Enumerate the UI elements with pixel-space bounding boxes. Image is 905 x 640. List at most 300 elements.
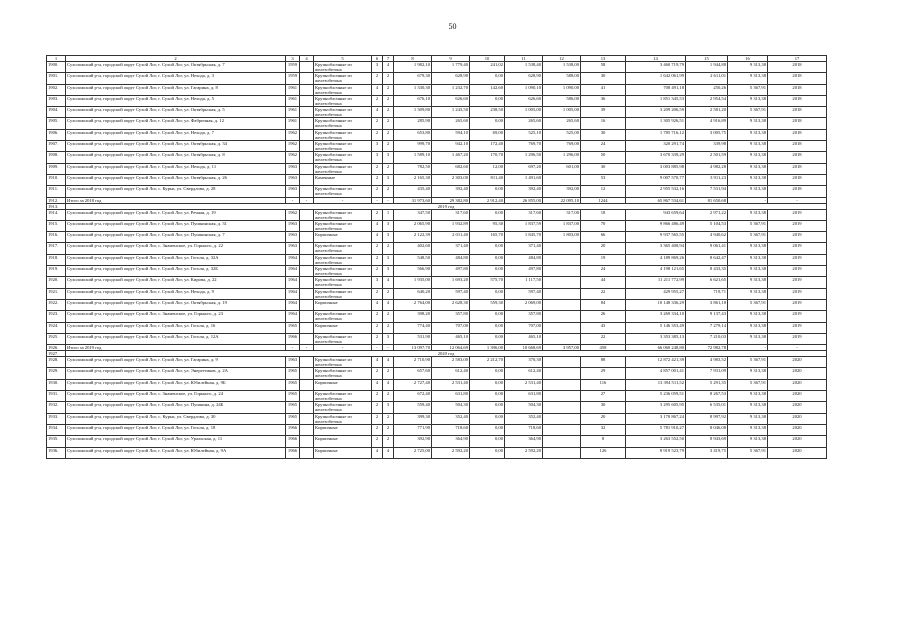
table-row bbox=[47, 322, 827, 333]
row-number: 1917. bbox=[47, 243, 66, 254]
table-cell: 3 bbox=[383, 333, 394, 344]
table-cell: 612,40 bbox=[432, 368, 470, 379]
table-cell: 2019 bbox=[768, 209, 827, 220]
table-cell: 1965 bbox=[286, 413, 300, 424]
table-cell: 32 bbox=[581, 424, 626, 435]
address-cell: Сухоложский р-н, городской округ Сухой Лог, г. Сухой Лог, ул. Юбилейная, д. 9Б bbox=[66, 379, 286, 390]
table-row bbox=[47, 107, 827, 118]
table-cell: 0,00 bbox=[470, 436, 505, 447]
table-cell bbox=[300, 174, 314, 185]
table-cell: 1963 bbox=[286, 174, 300, 185]
table-row bbox=[47, 73, 827, 84]
table-cell: 1964 bbox=[286, 266, 300, 277]
table-cell: 22 095,10 bbox=[543, 197, 581, 203]
table-cell: 9 313,38 bbox=[728, 322, 768, 333]
table-cell: 1 243,50 bbox=[432, 107, 470, 118]
table-cell: 7 531,94 bbox=[686, 186, 728, 197]
table-cell: Кирпичные bbox=[314, 447, 372, 458]
table-cell: - bbox=[300, 197, 314, 203]
table-cell: 601,00 bbox=[543, 163, 581, 174]
table-cell: 1965 bbox=[286, 379, 300, 390]
table-cell: 3 bbox=[383, 402, 394, 413]
table-cell: 942,10 bbox=[432, 141, 470, 152]
column-number: 15 bbox=[686, 56, 728, 62]
table-cell: - bbox=[286, 345, 300, 351]
table-cell: 347,50 bbox=[394, 209, 432, 220]
table-cell: 4 bbox=[383, 62, 394, 73]
row-number: 1901. bbox=[47, 73, 66, 84]
row-number: 1933. bbox=[47, 413, 66, 424]
table-cell: 1 589,10 bbox=[394, 152, 432, 163]
table-cell: 9 313,38 bbox=[728, 141, 768, 152]
table-cell: 628,90 bbox=[432, 73, 470, 84]
column-number: 5 bbox=[314, 56, 372, 62]
table-row bbox=[47, 333, 827, 344]
table-cell: 1961 bbox=[286, 84, 300, 95]
table-cell: 525,00 bbox=[543, 129, 581, 140]
row-number: 1903. bbox=[47, 95, 66, 106]
table-row bbox=[47, 118, 827, 129]
table-row bbox=[47, 95, 827, 106]
table-cell bbox=[543, 368, 581, 379]
row-number: 1908. bbox=[47, 152, 66, 163]
table-cell: - bbox=[286, 197, 300, 203]
table-cell: 2 955 532,16 bbox=[626, 186, 686, 197]
table-cell bbox=[300, 220, 314, 231]
address-cell: Сухоложский р-н, городской округ Сухой Лог, г. Сухой Лог, ул. Уральская, д. 11 bbox=[66, 436, 286, 447]
table-cell: 2 710,90 bbox=[394, 357, 432, 368]
table-cell: 4 198 121,65 bbox=[626, 266, 686, 277]
table-cell: 0,00 bbox=[470, 379, 505, 390]
table-cell bbox=[300, 266, 314, 277]
row-number: 1919. bbox=[47, 266, 66, 277]
table-cell: 2020 bbox=[768, 402, 827, 413]
table-cell: 2 212,70 bbox=[470, 357, 505, 368]
table-cell: 8 997,92 bbox=[686, 413, 728, 424]
table-cell: 811,40 bbox=[470, 174, 505, 185]
table-cell: 5 104,53 bbox=[686, 220, 728, 231]
table-cell: 1 305 926,51 bbox=[626, 118, 686, 129]
year-label: 2019 год bbox=[66, 203, 827, 209]
table-cell: Крупноблочные из железобетона bbox=[314, 357, 372, 368]
table-row bbox=[47, 266, 827, 277]
table-cell: 559,30 bbox=[470, 299, 505, 310]
address-cell: Сухоложский р-н, городской округ Сухой Лог, г. Сухой Лог, ул. Октябрьская, д. 8 bbox=[66, 152, 286, 163]
table-cell: 364,90 bbox=[432, 436, 470, 447]
table-cell: 594,10 bbox=[432, 129, 470, 140]
table-cell bbox=[300, 391, 314, 402]
table-row bbox=[47, 84, 827, 95]
table-cell: 2019 bbox=[768, 288, 827, 299]
table-cell: 943 659,64 bbox=[626, 209, 686, 220]
table-cell: - bbox=[768, 197, 827, 203]
table-cell: Крупноблочные из железобетона bbox=[314, 62, 372, 73]
table-cell bbox=[543, 447, 581, 458]
table-cell: 2020 bbox=[768, 424, 827, 435]
table-cell: 317,60 bbox=[432, 209, 470, 220]
address-cell: Сухоложский р-н, городской округ Сухой Лог, г. Сухой Лог, ул. Нехода, д. 11 bbox=[66, 163, 286, 174]
table-cell: Крупноблочные из железобетона bbox=[314, 288, 372, 299]
column-number: 12 bbox=[543, 56, 581, 62]
table-cell: 31 973,60 bbox=[394, 197, 432, 203]
table-cell: 2 bbox=[372, 209, 383, 220]
table-cell: 3 670 339,29 bbox=[626, 152, 686, 163]
table-cell: 72 982,78 bbox=[686, 345, 728, 351]
table-cell: 2 725,00 bbox=[394, 447, 432, 458]
address-cell: Сухоложский р-н, городской округ Сухой Лог, г. Сухой Лог, ул. Нехода, д. 7 bbox=[66, 129, 286, 140]
table-cell: 9 866 486,49 bbox=[626, 220, 686, 231]
table-cell: 2 bbox=[372, 254, 383, 265]
table-cell: 0,00 bbox=[470, 424, 505, 435]
table-cell: 1965 bbox=[286, 368, 300, 379]
address-cell: Сухоложский р-н, городской округ Сухой Лог, с. Знаменское, ул. Горького, д. 24 bbox=[66, 391, 286, 402]
table-cell: 65 867 534,61 bbox=[626, 197, 686, 203]
table-cell: 2 bbox=[383, 163, 394, 174]
table-cell: 2 727,40 bbox=[394, 379, 432, 390]
table-cell: 0,00 bbox=[470, 118, 505, 129]
table-cell: 339,98 bbox=[686, 141, 728, 152]
row-number: 1900. bbox=[47, 62, 66, 73]
table-cell: 250,26 bbox=[686, 84, 728, 95]
table-cell: 402,60 bbox=[394, 243, 432, 254]
table-cell: 559,40 bbox=[394, 402, 432, 413]
table-cell bbox=[300, 436, 314, 447]
table-cell: 238,50 bbox=[470, 107, 505, 118]
table-cell: 2 531,40 bbox=[432, 379, 470, 390]
table-cell bbox=[543, 436, 581, 447]
capital-repair-register-table bbox=[46, 55, 827, 459]
table-cell bbox=[543, 357, 581, 368]
table-row bbox=[47, 311, 827, 322]
table-cell: 165,70 bbox=[470, 232, 505, 243]
table-cell: 999,70 bbox=[394, 141, 432, 152]
table-cell bbox=[543, 379, 581, 390]
table-cell: 458 bbox=[581, 345, 626, 351]
column-number: 17 bbox=[768, 56, 827, 62]
table-cell: Кирпичные bbox=[314, 436, 372, 447]
table-cell: 2018 bbox=[768, 107, 827, 118]
table-cell: 2018 bbox=[768, 95, 827, 106]
table-cell: 575,70 bbox=[470, 277, 505, 288]
table-row bbox=[47, 368, 827, 379]
table-cell: 265,60 bbox=[543, 118, 581, 129]
table-cell: Крупноблочные из железобетона bbox=[314, 368, 372, 379]
table-cell: 2 bbox=[372, 368, 383, 379]
table-cell: 26 bbox=[581, 311, 626, 322]
table-cell bbox=[300, 357, 314, 368]
table-cell: 9 313,38 bbox=[728, 402, 768, 413]
table-cell: 24 bbox=[581, 141, 626, 152]
table-cell: 1959 bbox=[286, 73, 300, 84]
table-cell: - bbox=[728, 197, 768, 203]
table-cell: 3 209 206,59 bbox=[626, 107, 686, 118]
table-cell: 66 bbox=[581, 232, 626, 243]
table-cell: 3 170 867,24 bbox=[626, 413, 686, 424]
table-cell: 2 bbox=[372, 118, 383, 129]
table-cell: 1 837,59 bbox=[505, 220, 543, 231]
row-number: 1920. bbox=[47, 277, 66, 288]
address-cell: Сухоложский р-н, городской округ Сухой Лог, г. Сухой Лог, ул. Пушкинская, д. 31 bbox=[66, 220, 286, 231]
table-cell: 3 861,18 bbox=[686, 299, 728, 310]
table-cell: Кирпичные bbox=[314, 299, 372, 310]
table-row bbox=[47, 163, 827, 174]
table-cell: 1961 bbox=[286, 107, 300, 118]
table-cell: 2020 bbox=[768, 379, 827, 390]
table-cell: 9 313,38 bbox=[728, 95, 768, 106]
table-row bbox=[47, 424, 827, 435]
table-cell: 2 bbox=[372, 311, 383, 322]
table-cell: 2 011,40 bbox=[432, 232, 470, 243]
table-cell: 9 313,38 bbox=[728, 288, 768, 299]
table-cell: 2019 bbox=[768, 254, 827, 265]
table-cell: 631,80 bbox=[432, 391, 470, 402]
table-cell: 3 bbox=[383, 174, 394, 185]
table-cell: 50 bbox=[581, 152, 626, 163]
table-cell: 2 bbox=[383, 311, 394, 322]
table-cell: 5 367,91 bbox=[728, 357, 768, 368]
table-cell: 0,00 bbox=[470, 391, 505, 402]
table-cell: 1 845,70 bbox=[505, 232, 543, 243]
table-cell: 3 295 605,95 bbox=[626, 402, 686, 413]
table-cell: 3 bbox=[383, 232, 394, 243]
table-cell: 0,00 bbox=[470, 186, 505, 197]
table-cell: 1 117,50 bbox=[505, 277, 543, 288]
table-cell: 2 bbox=[372, 288, 383, 299]
table-row bbox=[47, 220, 827, 231]
row-number: 1909. bbox=[47, 163, 66, 174]
table-cell: 1964 bbox=[286, 277, 300, 288]
table-cell: 2 bbox=[372, 73, 383, 84]
table-cell: 1961 bbox=[286, 95, 300, 106]
table-cell: 5 367,91 bbox=[728, 447, 768, 458]
table-cell: 12 872 421,39 bbox=[626, 357, 686, 368]
table-cell: Кирпичные bbox=[314, 322, 372, 333]
table-cell bbox=[300, 447, 314, 458]
table-cell bbox=[543, 322, 581, 333]
table-cell: 9 313,38 bbox=[728, 129, 768, 140]
table-cell: Крупноблочные из железобетона bbox=[314, 220, 372, 231]
table-cell: 769,70 bbox=[505, 141, 543, 152]
table-cell: - bbox=[728, 345, 768, 351]
table-cell: 3 263 552,50 bbox=[626, 436, 686, 447]
address-cell: Сухоложский р-н, городской округ Сухой Лог, г. Сухой Лог, ул. Речная, д. 19 bbox=[66, 209, 286, 220]
table-cell: - bbox=[372, 197, 383, 203]
table-cell: 69,00 bbox=[470, 129, 505, 140]
table-cell: 70 bbox=[581, 220, 626, 231]
table-cell: Крупноблочные из железобетона bbox=[314, 84, 372, 95]
row-number: 1905. bbox=[47, 118, 66, 129]
table-cell: 4 bbox=[372, 379, 383, 390]
table-cell: 2 bbox=[372, 95, 383, 106]
table-row bbox=[47, 357, 827, 368]
table-cell: 9 061,41 bbox=[686, 243, 728, 254]
row-number: 1918. bbox=[47, 254, 66, 265]
table-cell: 2019 bbox=[768, 299, 827, 310]
row-number: 1907. bbox=[47, 141, 66, 152]
table-cell: 81 650,68 bbox=[686, 197, 728, 203]
table-cell bbox=[300, 118, 314, 129]
table-cell: 5 367,91 bbox=[728, 299, 768, 310]
table-cell bbox=[300, 311, 314, 322]
table-cell: 1964 bbox=[286, 299, 300, 310]
table-cell: 4 bbox=[383, 379, 394, 390]
table-cell: 2019 bbox=[768, 232, 827, 243]
table-cell: 2 bbox=[372, 402, 383, 413]
table-row bbox=[47, 62, 827, 73]
row-number: 1935. bbox=[47, 436, 66, 447]
row-number: 1904. bbox=[47, 107, 66, 118]
table-cell: 265,60 bbox=[432, 118, 470, 129]
table-cell: 6 621,65 bbox=[686, 277, 728, 288]
table-cell: 1 538,00 bbox=[543, 62, 581, 73]
table-cell: 364,90 bbox=[505, 436, 543, 447]
table-cell: 3 365 408,94 bbox=[626, 243, 686, 254]
table-cell: 7 931,09 bbox=[686, 368, 728, 379]
address-cell: Сухоложский р-н, городской округ Сухой Лог, г. Сухой Лог, ул. Гоголя, д. 32Б bbox=[66, 266, 286, 277]
table-cell: 2 bbox=[372, 186, 383, 197]
column-number: 3 bbox=[286, 56, 300, 62]
table-cell: 465,10 bbox=[505, 333, 543, 344]
table-cell: Крупноблочные из железобетона bbox=[314, 266, 372, 277]
table-cell: 682,60 bbox=[432, 163, 470, 174]
table-cell bbox=[300, 152, 314, 163]
row-number: 1934. bbox=[47, 424, 66, 435]
table-cell: 2 592,20 bbox=[505, 447, 543, 458]
table-cell: - bbox=[314, 197, 372, 203]
table-cell: 126 bbox=[581, 447, 626, 458]
table-cell: 1 296,00 bbox=[543, 152, 581, 163]
table-cell: 2 bbox=[383, 436, 394, 447]
column-number: 14 bbox=[626, 56, 686, 62]
table-cell bbox=[543, 402, 581, 413]
table-cell: 3 460 719,79 bbox=[626, 62, 686, 73]
table-cell: 0,00 bbox=[470, 243, 505, 254]
table-cell: 142,60 bbox=[470, 84, 505, 95]
table-cell: 5 146 353,49 bbox=[626, 322, 686, 333]
column-number: 9 bbox=[432, 56, 470, 62]
table-cell: 2019 bbox=[768, 266, 827, 277]
table-cell: 19 bbox=[581, 254, 626, 265]
table-cell: - bbox=[768, 345, 827, 351]
table-cell: 5 367,91 bbox=[728, 107, 768, 118]
table-cell: 9 937 565,55 bbox=[626, 232, 686, 243]
table-cell: 2020 bbox=[768, 357, 827, 368]
table-row bbox=[47, 379, 827, 390]
table-cell bbox=[543, 266, 581, 277]
table-cell: 1 982,10 bbox=[394, 62, 432, 73]
table-cell: 588,00 bbox=[543, 73, 581, 84]
address-cell: Сухоложский р-н, городской округ Сухой Лог, с. Знаменское, ул. Горького, д. 23 bbox=[66, 311, 286, 322]
table-cell: 2 069,00 bbox=[505, 299, 543, 310]
table-cell: 1964 bbox=[286, 288, 300, 299]
row-number: 1931. bbox=[47, 391, 66, 402]
table-cell: 2 971,22 bbox=[686, 209, 728, 220]
row-number: 1925. bbox=[47, 333, 66, 344]
table-cell: 2 bbox=[383, 243, 394, 254]
address-cell: Сухоложский р-н, городской округ Сухой Лог, г. Сухой Лог, ул. Гоголя, д. 18 bbox=[66, 424, 286, 435]
table-cell: 2020 bbox=[768, 447, 827, 458]
table-cell: 4 bbox=[372, 299, 383, 310]
table-cell: Крупноблочные из железобетона bbox=[314, 333, 372, 344]
table-cell: 0,00 bbox=[470, 447, 505, 458]
table-cell: 27 bbox=[581, 391, 626, 402]
table-cell: 2019 bbox=[768, 333, 827, 344]
address-cell: Сухоложский р-н, городской округ Сухой Лог, с. Курьи, ул. Свердлова, д. 30 bbox=[66, 413, 286, 424]
table-cell: Крупноблочные из железобетона bbox=[314, 277, 372, 288]
table-cell: 2 501,59 bbox=[686, 152, 728, 163]
table-cell: 1963 bbox=[286, 163, 300, 174]
table-cell bbox=[300, 62, 314, 73]
table-cell: 9 313,38 bbox=[728, 266, 768, 277]
table-cell: 2 bbox=[383, 84, 394, 95]
table-cell: 631,80 bbox=[505, 391, 543, 402]
column-number: 6 bbox=[372, 56, 383, 62]
table-cell: 7 279,14 bbox=[686, 322, 728, 333]
table-cell bbox=[300, 84, 314, 95]
table-cell: 4 bbox=[372, 107, 383, 118]
table-cell bbox=[300, 129, 314, 140]
table-cell: 2 bbox=[372, 266, 383, 277]
table-cell: 2 bbox=[372, 436, 383, 447]
table-cell: 628,90 bbox=[505, 73, 543, 84]
address-cell: Сухоложский р-н, городской округ Сухой Лог, г. Сухой Лог, ул. Гоголя, д. 16 bbox=[66, 322, 286, 333]
address-cell: Сухоложский р-н, городской округ Сухой Лог, с. Курьи, ул. Свердлова, д. 28 bbox=[66, 186, 286, 197]
table-cell: 1244 bbox=[581, 197, 626, 203]
table-cell: 10 148 336,29 bbox=[626, 299, 686, 310]
row-number: 1914. bbox=[47, 209, 66, 220]
table-cell bbox=[543, 299, 581, 310]
table-cell: 2 764,00 bbox=[394, 299, 432, 310]
table-cell: 2019 bbox=[768, 311, 827, 322]
address-cell: Сухоложский р-н, городской округ Сухой Лог, г. Сухой Лог, ул. Нехода, д. 3 bbox=[66, 73, 286, 84]
table-cell: 525,10 bbox=[505, 129, 543, 140]
row-number: 1936. bbox=[47, 447, 66, 458]
table-cell: 4 bbox=[372, 232, 383, 243]
table-cell: 26 855,00 bbox=[505, 197, 543, 203]
table-cell: 484,80 bbox=[505, 254, 543, 265]
table-cell: 2 bbox=[383, 413, 394, 424]
table-cell: 392,40 bbox=[505, 186, 543, 197]
table-cell: 13 394 511,52 bbox=[626, 379, 686, 390]
address-cell: Сухоложский р-н, городской округ Сухой Лог, г. Сухой Лог, ул. Энергетиков, д. 2А bbox=[66, 368, 286, 379]
table-cell: 2018 bbox=[768, 73, 827, 84]
table-cell: 2020 bbox=[768, 413, 827, 424]
table-row bbox=[47, 447, 827, 458]
table-cell: 657,60 bbox=[394, 368, 432, 379]
row-number: 1913. bbox=[47, 203, 66, 209]
page-number: 50 bbox=[448, 22, 457, 31]
table-cell: 4 983,52 bbox=[686, 357, 728, 368]
table-cell: 2 122,39 bbox=[394, 232, 432, 243]
table-cell: Крупноблочные из железобетона bbox=[314, 118, 372, 129]
table-cell: 22 bbox=[581, 288, 626, 299]
address-cell: Сухоложский р-н, городской округ Сухой Лог, г. Сухой Лог, ул. Юбилейная, д. 9А bbox=[66, 447, 286, 458]
table-cell: 2 bbox=[383, 424, 394, 435]
table-cell: 2 bbox=[372, 322, 383, 333]
table-cell: 2 bbox=[372, 163, 383, 174]
table-cell: 9 313,38 bbox=[728, 391, 768, 402]
table-cell: 9 313,38 bbox=[728, 152, 768, 163]
table-cell: 1 090,10 bbox=[505, 84, 543, 95]
table-cell: 1962 bbox=[286, 152, 300, 163]
table-cell: 769,00 bbox=[543, 141, 581, 152]
row-number: 1926. bbox=[47, 345, 66, 351]
table-cell: 697,20 bbox=[505, 163, 543, 174]
table-cell bbox=[300, 232, 314, 243]
row-number: 1924. bbox=[47, 322, 66, 333]
table-cell: 2018 bbox=[768, 141, 827, 152]
table-cell: 566,90 bbox=[394, 266, 432, 277]
